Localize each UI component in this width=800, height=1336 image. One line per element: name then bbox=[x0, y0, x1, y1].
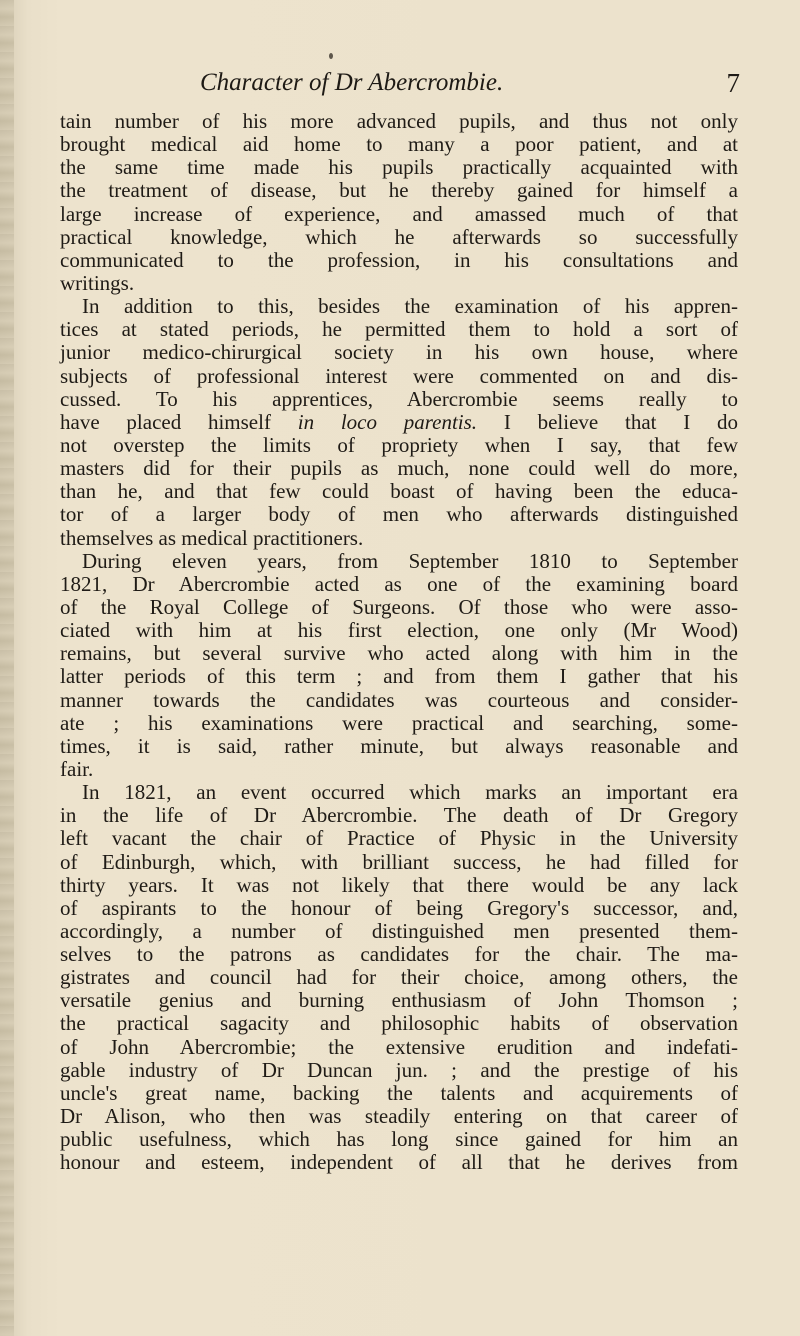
text-segment: I believe that I do bbox=[477, 409, 738, 434]
text-line: tain number of his more advanced pupils, and thus not only bbox=[60, 109, 738, 133]
text-segment: have placed himself bbox=[60, 409, 298, 434]
text-line: times, it is said, rather minute, but always reasonable and bbox=[60, 733, 738, 758]
text-line: honour and esteem, independent of all that he derives from bbox=[60, 1150, 738, 1175]
text-line: tor of a larger body of men who afterwards distinguished bbox=[60, 502, 738, 527]
text-line: 1821, Dr Abercrombie acted as one of the examining board bbox=[60, 571, 738, 596]
text-line: ate ; his examinations were practical and searching, some- bbox=[60, 710, 738, 735]
text-line: Dr Alison, who then was steadily entering on that career of bbox=[60, 1104, 738, 1129]
text-line: writings. bbox=[60, 270, 135, 295]
text-line: gable industry of Dr Duncan jun. ; and the prestige of his bbox=[60, 1057, 738, 1082]
text-line: latter periods of this term ; and from them I gather that his bbox=[60, 664, 738, 689]
page-number: 7 bbox=[726, 68, 740, 98]
text-line: tices at stated periods, he permitted them to hold a sort of bbox=[60, 317, 738, 342]
text-line: than he, and that few could boast of having been the educa- bbox=[60, 479, 738, 504]
text-line: large increase of experience, and amassed much of that bbox=[60, 201, 738, 226]
text-line: fair. bbox=[60, 756, 94, 781]
text-line-with-italic bbox=[60, 411, 738, 434]
text-line: brought medical aid home to many a poor patient, and at bbox=[60, 132, 738, 157]
text-line: remains, but several survive who acted along with him in the bbox=[60, 641, 738, 666]
text-line: left vacant the chair of Practice of Physic in the University bbox=[60, 826, 738, 851]
text-line: communicated to the profession, in his consultations and bbox=[60, 247, 738, 272]
page-gutter-shadow bbox=[0, 0, 14, 1336]
text-line: of Edinburgh, which, with brilliant success, he had filled for bbox=[60, 849, 738, 874]
text-line: in the life of Dr Abercrombie. The death of Dr Gregory bbox=[60, 803, 738, 828]
text-line: cussed. To his apprentices, Abercrombie seems really to bbox=[60, 386, 738, 411]
text-line: not overstep the limits of propriety when I say, that few bbox=[60, 432, 738, 457]
paragraph-start-line: In 1821, an event occurred which marks an important era bbox=[82, 780, 738, 805]
text-line: the practical sagacity and philosophic habits of observation bbox=[60, 1011, 738, 1036]
text-line: selves to the patrons as candidates for the chair. The ma- bbox=[60, 942, 738, 967]
body-text bbox=[60, 110, 738, 1174]
text-line: gistrates and council had for their choice, among others, the bbox=[60, 965, 738, 990]
text-line: thirty years. It was not likely that there would be any lack bbox=[60, 872, 738, 897]
text-line: of aspirants to the honour of being Gregory's successor, and, bbox=[60, 895, 738, 920]
text-line: themselves as medical practitioners. bbox=[60, 525, 364, 550]
text-line: public usefulness, which has long since gained for him an bbox=[60, 1127, 738, 1152]
text-line: junior medico-chirurgical society in his own house, where bbox=[60, 340, 738, 365]
text-line: masters did for their pupils as much, none could well do more, bbox=[60, 456, 738, 481]
text-line: subjects of professional interest were commented on and dis- bbox=[60, 363, 738, 388]
page-header bbox=[200, 68, 740, 102]
text-line: the same time made his pupils practically acquainted with bbox=[60, 155, 738, 180]
paragraph-start-line: In addition to this, besides the examination of his appren- bbox=[82, 294, 738, 319]
text-line: ciated with him at his first election, one only (Mr Wood) bbox=[60, 618, 738, 643]
text-line: manner towards the candidates was courteous and consider- bbox=[60, 687, 738, 712]
text-line: of John Abercrombie; the extensive erudition and indefati- bbox=[60, 1034, 738, 1059]
text-line: uncle's great name, backing the talents and acquirements of bbox=[60, 1080, 738, 1105]
text-line: of the Royal College of Surgeons. Of those who were asso- bbox=[60, 594, 738, 619]
paragraph-start-line: During eleven years, from September 1810 to September bbox=[82, 548, 738, 573]
italic-latin-phrase: in loco parentis. bbox=[297, 409, 478, 434]
printer-mark bbox=[329, 53, 333, 59]
text-line: practical knowledge, which he afterwards so successfully bbox=[60, 224, 738, 249]
text-line: the treatment of disease, but he thereby gained for himself a bbox=[60, 178, 738, 203]
text-line: versatile genius and burning enthusiasm of John Thomson ; bbox=[60, 988, 738, 1013]
text-line: accordingly, a number of distinguished men presented them- bbox=[60, 918, 738, 943]
running-title: Character of Dr Abercrombie. bbox=[200, 69, 504, 96]
